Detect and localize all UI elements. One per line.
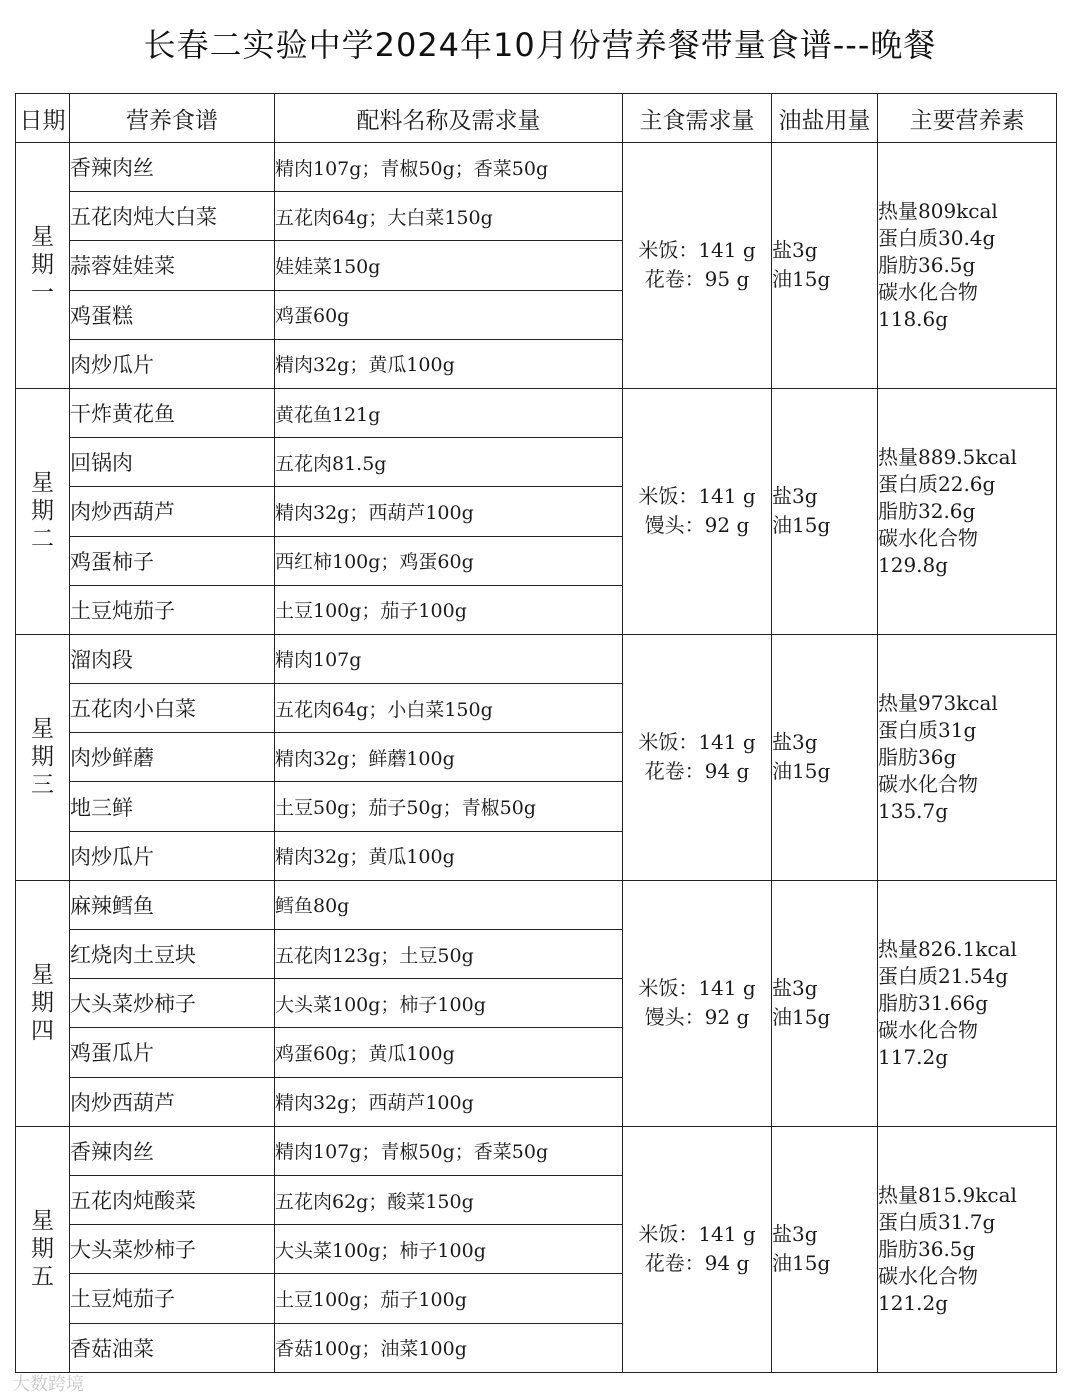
dish-ingredients: 大头菜100g；柿子100g	[275, 979, 623, 1028]
dish-name: 肉炒瓜片	[70, 831, 275, 880]
nutrient-line: 碳水化合物	[878, 1263, 978, 1288]
dish-ingredients: 精肉32g；西葫芦100g	[275, 487, 623, 536]
dish-ingredients: 精肉32g；黄瓜100g	[275, 831, 623, 880]
day-cell	[16, 880, 70, 1126]
nutrient-line: 135.7g	[878, 798, 949, 823]
nutrient-line: 碳水化合物	[878, 525, 978, 550]
header-date: 日期	[16, 94, 70, 143]
nutrient-line: 热量809kcal	[878, 198, 998, 223]
dish-ingredients: 鳕鱼80g	[275, 880, 623, 929]
nutrient-line: 118.6g	[878, 306, 949, 331]
staple-cell	[623, 880, 772, 1126]
day-label: 星期五	[31, 1208, 54, 1291]
dish-ingredients: 黄花鱼121g	[275, 388, 623, 437]
dish-name: 肉炒瓜片	[70, 339, 275, 388]
oil-salt-line: 油15g	[772, 1251, 831, 1276]
staple-line: 米饭：141 g	[638, 484, 756, 509]
staple-cell	[623, 634, 772, 880]
staple-line: 花卷：94 g	[644, 1251, 750, 1276]
nutrients-cell	[878, 634, 1057, 880]
dish-ingredients: 精肉107g；青椒50g；香菜50g	[275, 143, 623, 192]
table-row	[16, 143, 1057, 192]
dish-ingredients: 西红柿100g；鸡蛋60g	[275, 536, 623, 585]
dish-name: 蒜蓉娃娃菜	[70, 241, 275, 290]
dish-name: 鸡蛋瓜片	[70, 1028, 275, 1077]
nutrient-line: 热量815.9kcal	[878, 1182, 1017, 1207]
staple-cell	[623, 143, 772, 389]
nutrient-line: 脂肪32.6g	[878, 498, 976, 523]
nutrient-line: 热量889.5kcal	[878, 444, 1017, 469]
dish-name: 大头菜炒柿子	[70, 979, 275, 1028]
staple-line: 馒头：92 g	[644, 1005, 750, 1030]
page-title: 长春二实验中学2024年10月份营养餐带量食谱---晚餐	[143, 26, 937, 64]
nutrients-cell	[878, 388, 1057, 634]
header-row	[16, 94, 1057, 143]
staple-line: 米饭：141 g	[638, 976, 756, 1001]
dish-name: 溜肉段	[70, 634, 275, 683]
nutrient-line: 117.2g	[878, 1044, 949, 1069]
dish-name: 五花肉炖大白菜	[70, 192, 275, 241]
dish-name: 香辣肉丝	[70, 143, 275, 192]
day-label: 星期一	[31, 224, 54, 307]
dish-ingredients: 鸡蛋60g；黄瓜100g	[275, 1028, 623, 1077]
nutrients-cell	[878, 1126, 1057, 1372]
nutrient-line: 121.2g	[878, 1290, 949, 1315]
header-oil-salt: 油盐用量	[772, 94, 878, 143]
dish-name: 鸡蛋糕	[70, 290, 275, 339]
dish-name: 鸡蛋柿子	[70, 536, 275, 585]
menu-table	[15, 93, 1057, 1373]
day-cell	[16, 634, 70, 880]
nutrient-line: 蛋白质31.7g	[878, 1209, 996, 1234]
oil-salt-line: 盐3g	[772, 238, 818, 263]
oil-salt-line: 盐3g	[772, 1222, 818, 1247]
dish-ingredients: 精肉107g	[275, 634, 623, 683]
nutrient-line: 脂肪36.5g	[878, 1236, 976, 1261]
dish-ingredients: 五花肉62g；酸菜150g	[275, 1175, 623, 1224]
nutrient-line: 蛋白质31g	[878, 717, 977, 742]
oil-salt-line: 油15g	[772, 267, 831, 292]
day-cell	[16, 143, 70, 389]
oil-salt-line: 盐3g	[772, 976, 818, 1001]
dish-name: 五花肉小白菜	[70, 684, 275, 733]
table-row	[16, 388, 1057, 437]
nutrient-line: 蛋白质21.54g	[878, 963, 1009, 988]
dish-ingredients: 五花肉64g；小白菜150g	[275, 684, 623, 733]
nutrient-line: 脂肪36.5g	[878, 252, 976, 277]
dish-name: 地三鲜	[70, 782, 275, 831]
dish-name: 肉炒西葫芦	[70, 1077, 275, 1126]
header-ingredients: 配料名称及需求量	[275, 94, 623, 143]
nutrient-line: 脂肪31.66g	[878, 990, 989, 1015]
staple-line: 米饭：141 g	[638, 730, 756, 755]
dish-name: 香辣肉丝	[70, 1126, 275, 1175]
dish-name: 香菇油菜	[70, 1323, 275, 1372]
header-nutrients: 主要营养素	[878, 94, 1057, 143]
staple-cell	[623, 1126, 772, 1372]
table-row	[16, 1126, 1057, 1175]
dish-ingredients: 精肉107g；青椒50g；香菜50g	[275, 1126, 623, 1175]
oil-salt-line: 油15g	[772, 1005, 831, 1030]
dish-name: 干炸黄花鱼	[70, 388, 275, 437]
dish-name: 回锅肉	[70, 438, 275, 487]
nutrient-line: 热量826.1kcal	[878, 936, 1017, 961]
nutrient-line: 脂肪36g	[878, 744, 957, 769]
menu-body	[16, 143, 1057, 1373]
dish-ingredients: 大头菜100g；柿子100g	[275, 1225, 623, 1274]
oil-salt-line: 盐3g	[772, 730, 818, 755]
dish-ingredients: 鸡蛋60g	[275, 290, 623, 339]
staple-line: 花卷：94 g	[644, 759, 750, 784]
dish-name: 麻辣鳕鱼	[70, 880, 275, 929]
dish-name: 土豆炖茄子	[70, 585, 275, 634]
day-cell	[16, 388, 70, 634]
nutrient-line: 热量973kcal	[878, 690, 998, 715]
oil-salt-line: 油15g	[772, 759, 831, 784]
day-label: 星期二	[31, 470, 54, 553]
oil-salt-line: 油15g	[772, 513, 831, 538]
nutrients-cell	[878, 880, 1057, 1126]
dish-ingredients: 娃娃菜150g	[275, 241, 623, 290]
day-label: 星期四	[31, 962, 54, 1045]
oil-salt-cell	[772, 143, 878, 389]
dish-ingredients: 五花肉64g；大白菜150g	[275, 192, 623, 241]
nutrient-line: 碳水化合物	[878, 1017, 978, 1042]
dish-ingredients: 土豆100g；茄子100g	[275, 585, 623, 634]
nutrient-line: 碳水化合物	[878, 771, 978, 796]
header-recipe: 营养食谱	[70, 94, 275, 143]
dish-ingredients: 五花肉123g；土豆50g	[275, 930, 623, 979]
nutrient-line: 碳水化合物	[878, 279, 978, 304]
dish-name: 肉炒鲜蘑	[70, 733, 275, 782]
oil-salt-cell	[772, 880, 878, 1126]
dish-ingredients: 香菇100g；油菜100g	[275, 1323, 623, 1372]
table-row	[16, 634, 1057, 683]
dish-ingredients: 精肉32g；黄瓜100g	[275, 339, 623, 388]
watermark: 大数跨境	[12, 1374, 84, 1395]
nutrient-line: 蛋白质30.4g	[878, 225, 996, 250]
dish-ingredients: 土豆100g；茄子100g	[275, 1274, 623, 1323]
nutrient-line: 129.8g	[878, 552, 949, 577]
staple-line: 米饭：141 g	[638, 1222, 756, 1247]
nutrient-line: 蛋白质22.6g	[878, 471, 996, 496]
dish-name: 土豆炖茄子	[70, 1274, 275, 1323]
day-label: 星期三	[31, 716, 54, 799]
staple-line: 米饭：141 g	[638, 238, 756, 263]
dish-name: 肉炒西葫芦	[70, 487, 275, 536]
dish-name: 红烧肉土豆块	[70, 930, 275, 979]
dish-ingredients: 五花肉81.5g	[275, 438, 623, 487]
staple-line: 馒头：92 g	[644, 513, 750, 538]
oil-salt-line: 盐3g	[772, 484, 818, 509]
oil-salt-cell	[772, 388, 878, 634]
day-cell	[16, 1126, 70, 1372]
dish-ingredients: 精肉32g；鲜蘑100g	[275, 733, 623, 782]
table-row	[16, 880, 1057, 929]
oil-salt-cell	[772, 1126, 878, 1372]
dish-ingredients: 精肉32g；西葫芦100g	[275, 1077, 623, 1126]
header-staple: 主食需求量	[623, 94, 772, 143]
staple-cell	[623, 388, 772, 634]
nutrients-cell	[878, 143, 1057, 389]
dish-name: 五花肉炖酸菜	[70, 1175, 275, 1224]
staple-line: 花卷：95 g	[644, 267, 750, 292]
dish-name: 大头菜炒柿子	[70, 1225, 275, 1274]
oil-salt-cell	[772, 634, 878, 880]
dish-ingredients: 土豆50g；茄子50g；青椒50g	[275, 782, 623, 831]
